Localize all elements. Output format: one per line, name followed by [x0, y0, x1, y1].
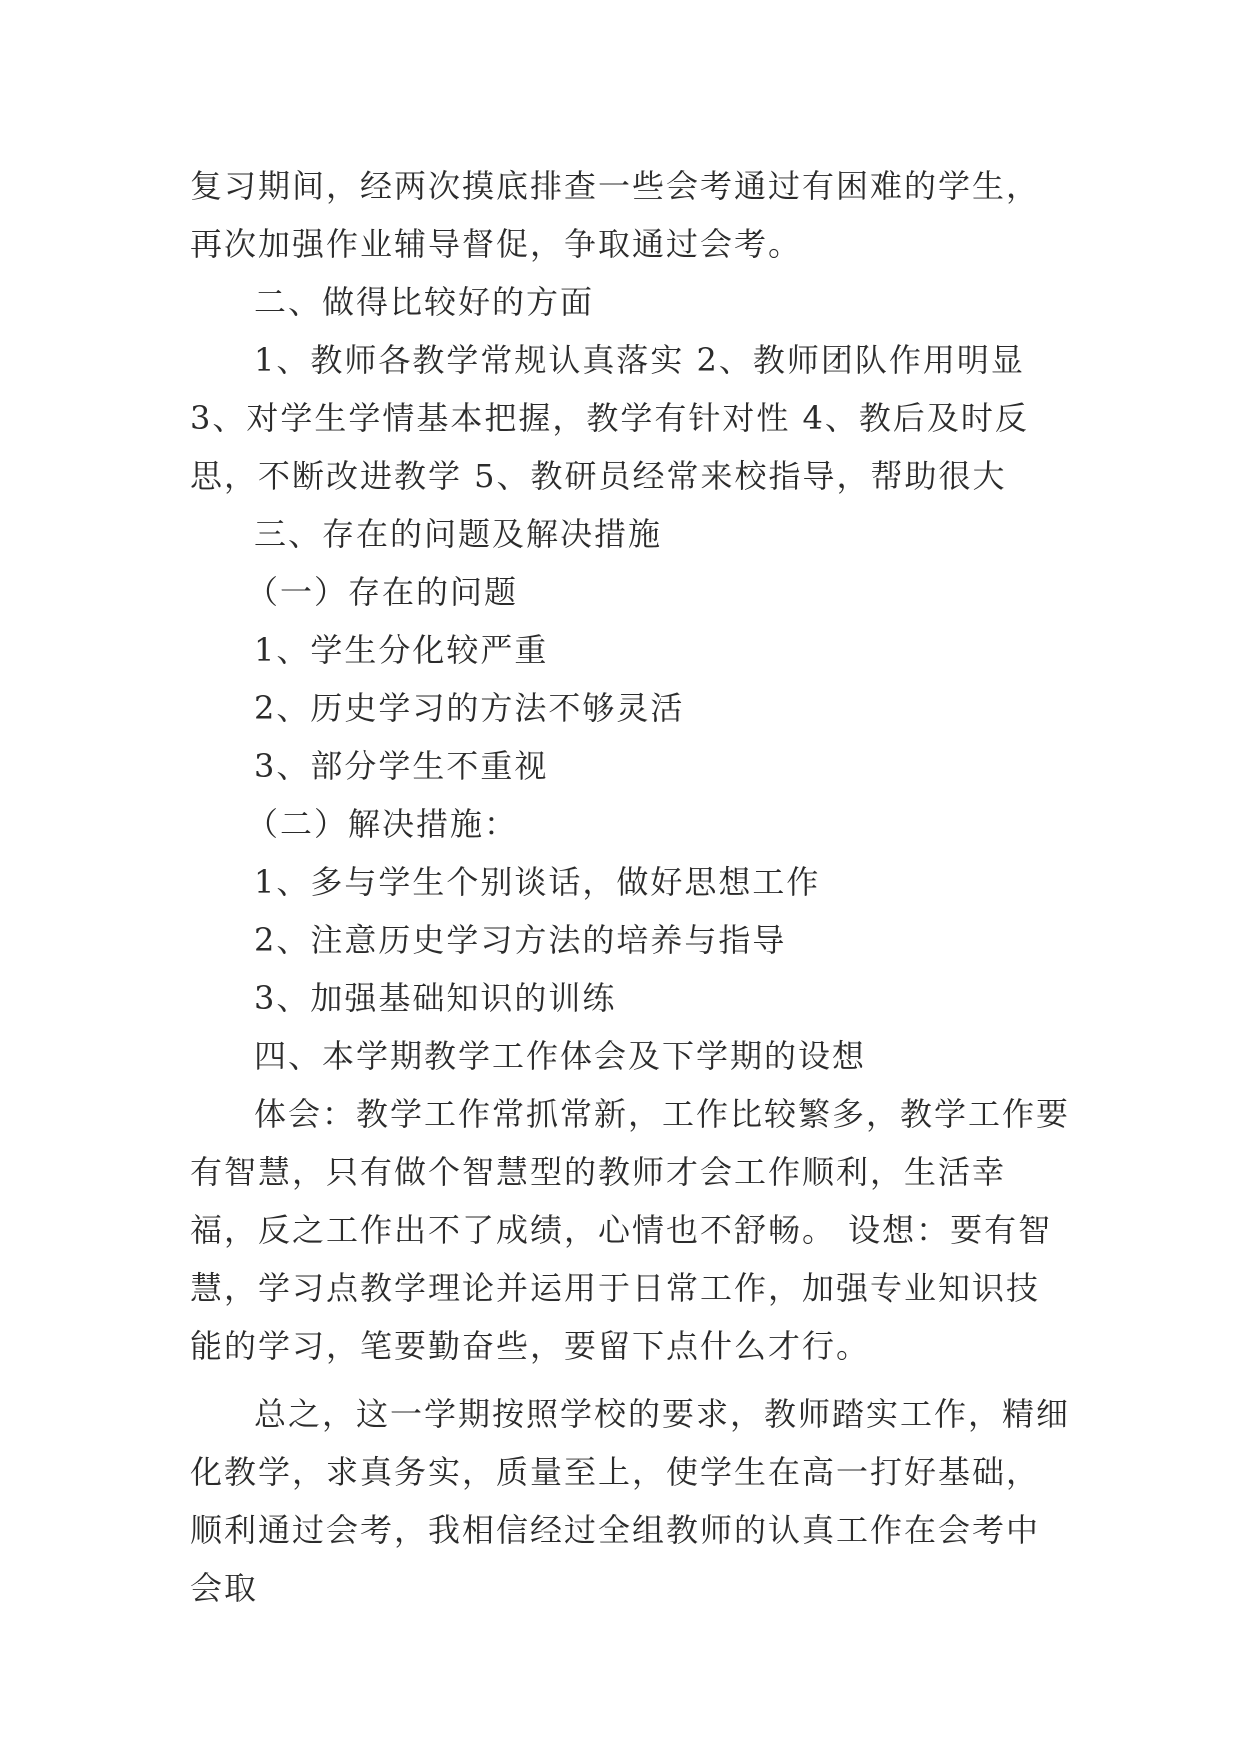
problem-item-1: 1、学生分化较严重 — [254, 631, 549, 669]
section-heading-strengths: 二、做得比较好的方面 — [254, 283, 595, 321]
paragraph-spacer — [190, 1375, 1070, 1385]
solution-item-1: 1、多与学生个别谈话，做好思想工作 — [254, 863, 821, 901]
document-body — [190, 157, 1070, 1617]
section-heading-problems: 三、存在的问题及解决措施 — [254, 515, 663, 553]
solution-item-2: 2、注意历史学习方法的培养与指导 — [254, 921, 787, 959]
paragraph-reflections: 体会：教学工作常抓常新，工作比较繁多，教学工作要有智慧，只有做个智慧型的教师才会工作顺利，生活幸福，反之工作出不了成绩，心情也不舒畅。 设想：要有智慧，学习点教学理论并运用于日常工作，加强专业知识技能的学习，笔要勤奋些，要留下点什么才行。 — [190, 1095, 1071, 1365]
subheading-solutions: （二）解决措施： — [246, 805, 519, 843]
problem-item-2: 2、历史学习的方法不够灵活 — [254, 689, 685, 727]
subheading-existing-problems: （一）存在的问题 — [246, 573, 519, 611]
paragraph-conclusion: 总之，这一学期按照学校的要求，教师踏实工作，精细化教学，求真务实，质量至上，使学生在高一打好基础，顺利通过会考，我相信经过全组教师的认真工作在会考中会取 — [190, 1395, 1071, 1607]
solution-item-3: 3、加强基础知识的训练 — [254, 979, 617, 1017]
paragraph-review-period: 复习期间，经两次摸底排查一些会考通过有困难的学生，再次加强作业辅导督促，争取通过会考。 — [190, 167, 1041, 263]
section-heading-reflections: 四、本学期教学工作体会及下学期的设想 — [254, 1037, 867, 1075]
problem-item-3: 3、部分学生不重视 — [254, 747, 549, 785]
paragraph-strengths-list: 1、教师各教学常规认真落实 2、教师团队作用明显 3、对学生学情基本把握，教学有针对性 4、教后及时反思，不断改进教学 5、教研员经常来校指导，帮助很大 — [190, 341, 1029, 495]
